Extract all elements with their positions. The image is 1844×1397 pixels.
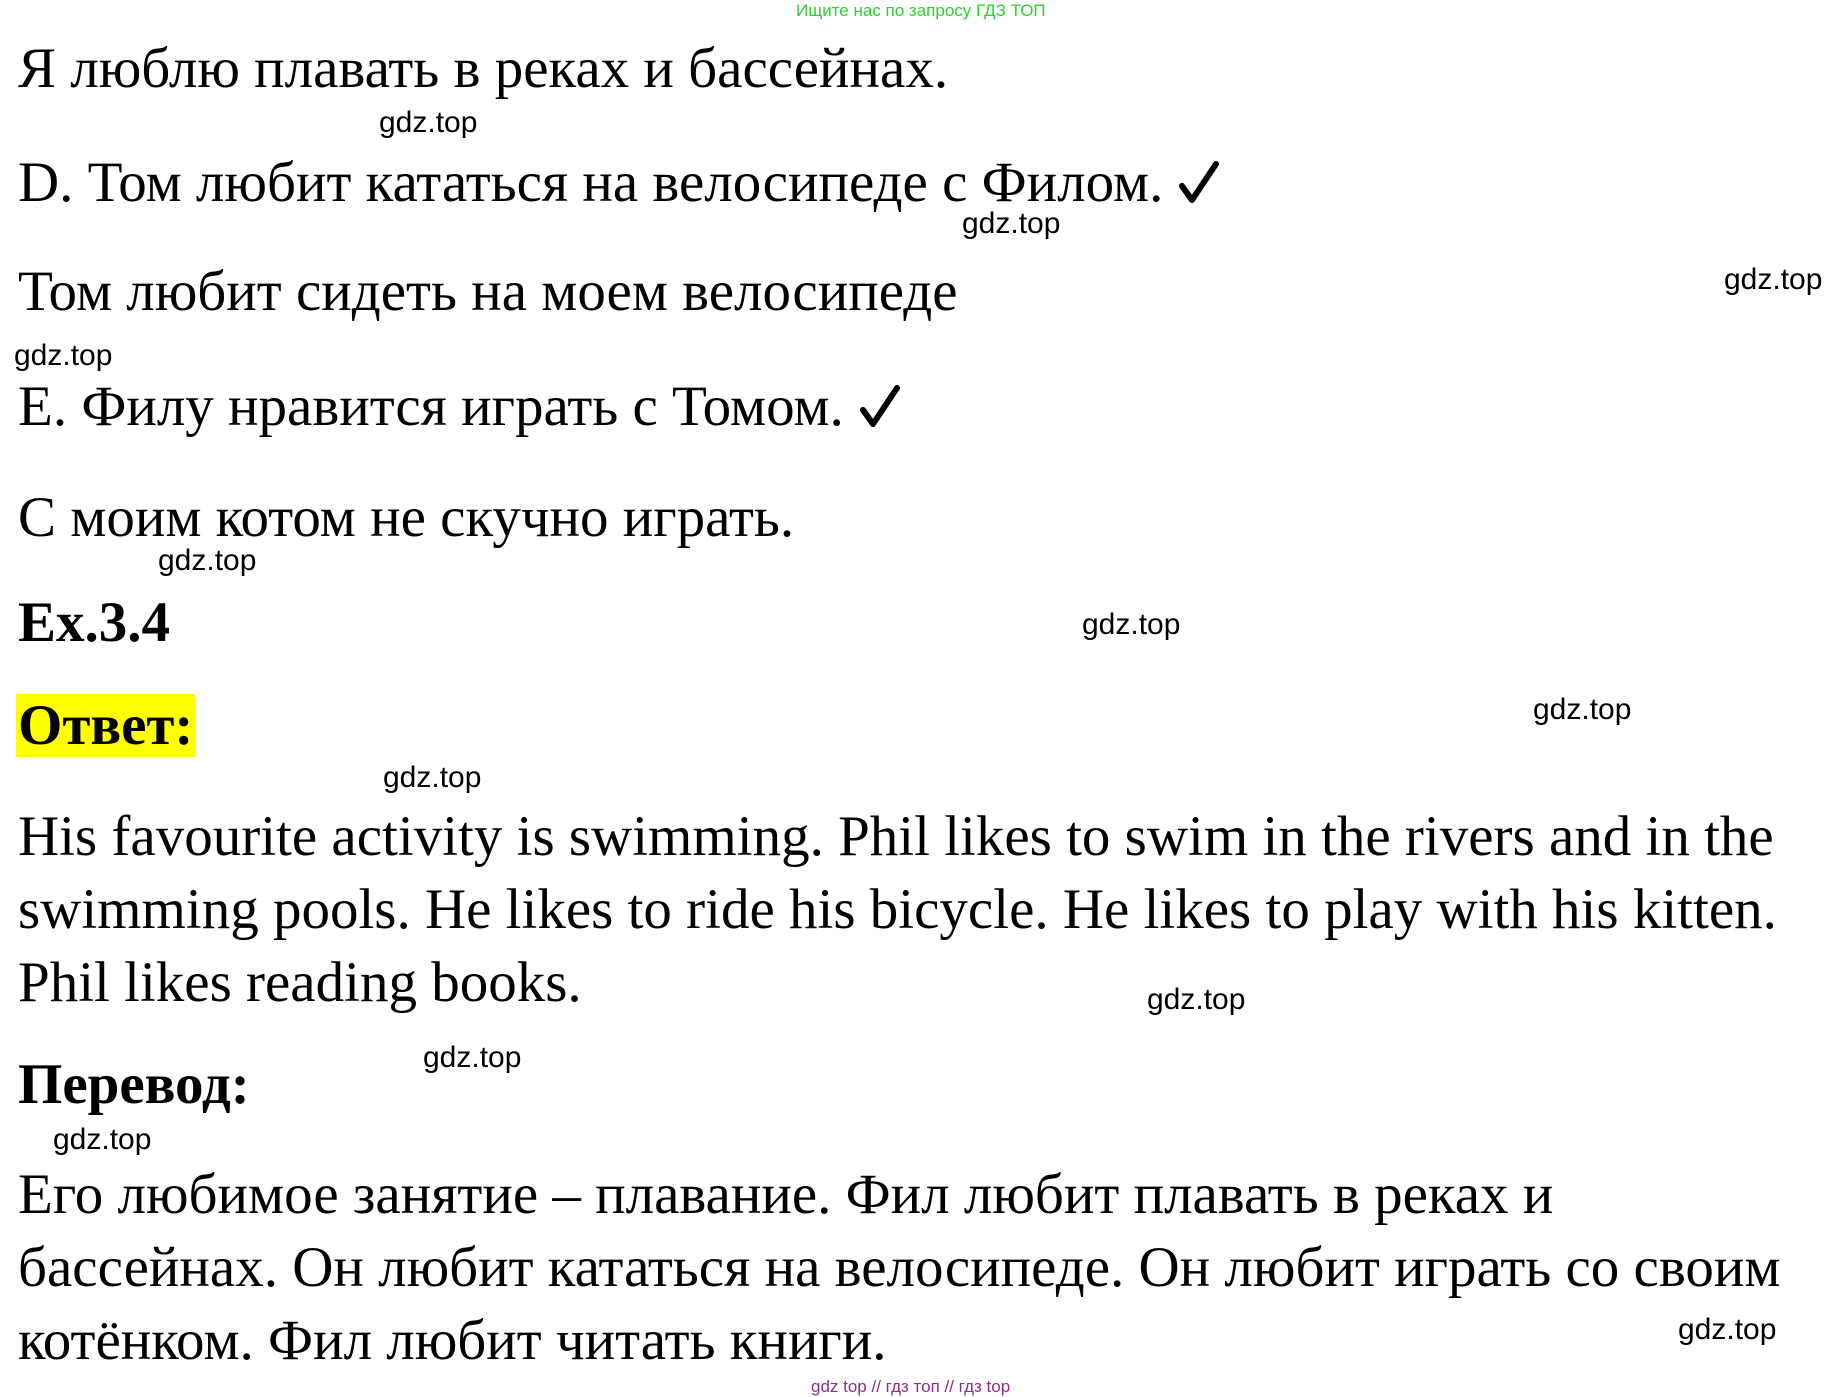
translation-paragraph bbox=[18, 1158, 1828, 1377]
line-4-option-e bbox=[18, 374, 900, 440]
watermark: gdz.top bbox=[423, 1041, 522, 1074]
footer-note: gdz top // гдз топ // гдз top bbox=[811, 1377, 1011, 1396]
watermark: gdz.top bbox=[158, 544, 257, 577]
watermark: gdz.top bbox=[962, 207, 1061, 240]
translation-line-1: Его любимое занятие – плавание. Фил любит плавать в реках и bbox=[18, 1163, 1554, 1226]
watermark: gdz.top bbox=[1678, 1313, 1777, 1346]
watermark: gdz.top bbox=[1082, 608, 1181, 641]
translation-line-2: бассейнах. Он любит кататься на велосипеде. Он любит играть со своим bbox=[18, 1236, 1781, 1299]
watermark: gdz.top bbox=[1724, 263, 1823, 296]
watermark: gdz.top bbox=[53, 1123, 152, 1156]
watermark: gdz.top bbox=[379, 106, 478, 139]
answer-label-highlight: Ответ: bbox=[18, 694, 194, 757]
answer-label bbox=[16, 693, 195, 759]
check-icon bbox=[1179, 161, 1219, 205]
check-icon bbox=[860, 385, 900, 429]
line-2-text: D. Том любит кататься на велосипеде с Филом. bbox=[18, 151, 1164, 214]
line-4-text: E. Филу нравится играть с Томом. bbox=[18, 375, 844, 438]
answer-line-1: His favourite activity is swimming. Phil likes to swim in the rivers and in the bbox=[18, 805, 1774, 868]
watermark: gdz.top bbox=[383, 761, 482, 794]
line-5: С моим котом не скучно играть. bbox=[18, 486, 795, 549]
translation-label: Перевод: bbox=[18, 1053, 250, 1116]
answer-line-2: swimming pools. He likes to ride his bicycle. He likes to play with his kitten. bbox=[18, 878, 1777, 941]
line-3: Том любит сидеть на моем велосипеде bbox=[18, 260, 958, 323]
watermark: gdz.top bbox=[1533, 693, 1632, 726]
watermark: gdz.top bbox=[1147, 983, 1246, 1016]
translation-line-3: котёнком. Фил любит читать книги. bbox=[18, 1309, 887, 1372]
watermark: gdz.top bbox=[14, 339, 113, 372]
answer-paragraph bbox=[18, 800, 1828, 1019]
exercise-title: Ex.3.4 bbox=[18, 591, 171, 654]
answer-line-3: Phil likes reading books. bbox=[18, 951, 582, 1014]
line-1: Я люблю плавать в реках и бассейнах. bbox=[18, 37, 949, 100]
header-search-note: Ищите нас по запросу ГДЗ ТОП bbox=[796, 1, 1046, 20]
